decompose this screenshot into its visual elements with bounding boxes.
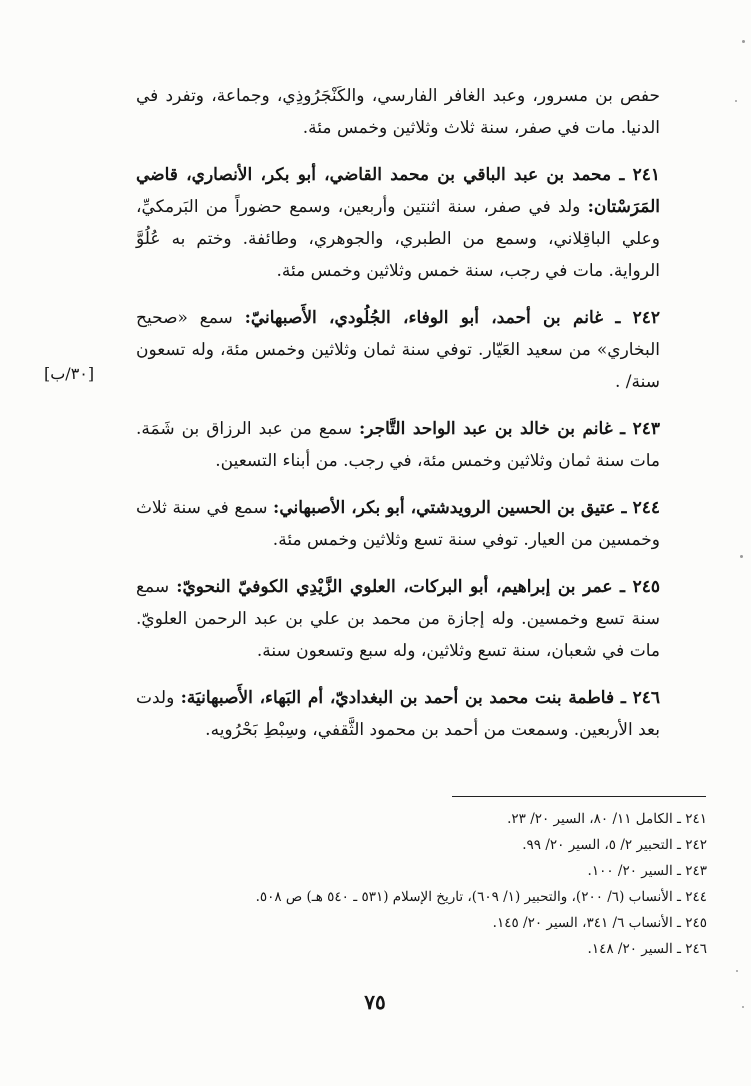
entry-body: ولدت بعد الأربعين. وسمعت من أحمد بن محمود الثَّقفي، وسِبْطِ بَحْرُويه. bbox=[136, 688, 660, 740]
entry-heading: ٢٤٦ ـ فاطمة بنت محمد بن أحمد بن البغداديّ، أم البَهاء، الأَصبهانيَة: bbox=[180, 688, 660, 708]
entry-heading: ٢٤١ ـ محمد بن عبد الباقي بن محمد القاضي، أبو بكر، الأنصاري، قاضي المَرَسْتان: bbox=[136, 165, 660, 217]
manuscript-folio-marker: [٣٠/ب] bbox=[44, 364, 95, 383]
footnote-245: ٢٤٥ ـ الأنساب ٦/ ٣٤١، السير ٢٠/ ١٤٥. bbox=[492, 915, 707, 931]
continuation-paragraph: حفص بن مسرور، وعبد الغافر الفارسي، والكَنْجَرُوذِي، وجماعة، وتفرد في الدنيا. مات في صفر، سنة ثلاث وثلاثين وخمس مئة. bbox=[136, 86, 660, 138]
scan-speck bbox=[740, 555, 743, 558]
scan-speck bbox=[742, 1006, 744, 1008]
footnotes bbox=[87, 806, 707, 962]
entry-244 bbox=[136, 492, 660, 556]
entry-243 bbox=[136, 413, 660, 477]
scan-speck bbox=[742, 40, 745, 43]
footnote-separator bbox=[452, 796, 706, 797]
entry-body: سمع في سنة ثلاث وخمسين من العيار. توفي سنة تسع وثلاثين وخمس مئة. bbox=[136, 498, 660, 550]
entry-body: سمع سنة تسع وخمسين. وله إجازة من محمد بن علي بن عبد الرحمن العلويّ. مات في شعبان، سنة تسع وثلاثين، وله سبع وتسعون سنة. bbox=[136, 577, 660, 661]
entry-heading: ٢٤٣ ـ غانم بن خالد بن عبد الواحد التَّاجر: bbox=[358, 419, 660, 439]
footnote-243: ٢٤٣ ـ السير ٢٠/ ١٠٠. bbox=[587, 863, 707, 879]
scan-speck bbox=[736, 970, 738, 972]
main-text bbox=[136, 80, 660, 746]
footnote-244: ٢٤٤ ـ الأنساب (٦/ ٢٠٠)، والتحبير (١/ ٦٠٩)، تاريخ الإسلام (٥٣١ ـ ٥٤٠ هـ) ص ٥٠٨. bbox=[255, 889, 707, 905]
entry-242 bbox=[136, 302, 660, 398]
entry-246 bbox=[136, 682, 660, 746]
entry-body: سمع من عبد الرزاق بن شَمَة. مات سنة ثمان وثلاثين وخمس مئة، في رجب. من أبناء التسعين. bbox=[136, 419, 660, 471]
footnote-246: ٢٤٦ ـ السير ٢٠/ ١٤٨. bbox=[587, 941, 707, 957]
footnote-241: ٢٤١ ـ الكامل ١١/ ٨٠، السير ٢٠/ ٢٣. bbox=[507, 811, 707, 827]
scan-speck bbox=[735, 100, 737, 102]
entry-heading: ٢٤٤ ـ عتيق بن الحسين الرويدشتي، أبو بكر، الأصبهاني: bbox=[273, 498, 660, 518]
entry-245 bbox=[136, 571, 660, 667]
footnote-242: ٢٤٢ ـ التحبير ٢/ ٥، السير ٢٠/ ٩٩. bbox=[522, 837, 707, 853]
page-number: ٧٥ bbox=[364, 990, 386, 1014]
entry-241 bbox=[136, 159, 660, 287]
entry-heading: ٢٤٥ ـ عمر بن إبراهيم، أبو البركات، العلوي الزَّيْدِي الكوفيّ النحويّ: bbox=[176, 577, 661, 597]
entry-heading: ٢٤٢ ـ غانم بن أحمد، أبو الوفاء، الجُلُودي، الأَصبهانيّ: bbox=[244, 308, 661, 328]
entry-body: سمع «صحيح البخاري» من سعيد العَيّار. توفي سنة ثمان وثلاثين وخمس مئة، وله تسعون سنة/ . bbox=[136, 308, 660, 392]
entry-body: ولد في صفر، سنة اثنتين وأربعين، وسمع حضوراً من البَرمكيِّ، وعلي الباقِلاني، وسمع من الطبري، والجوهري، وطائفة. وختم به عُلُوَّ الرواية. مات في رجب، سنة خمس وثلاثين وخمس مئة. bbox=[136, 197, 660, 281]
